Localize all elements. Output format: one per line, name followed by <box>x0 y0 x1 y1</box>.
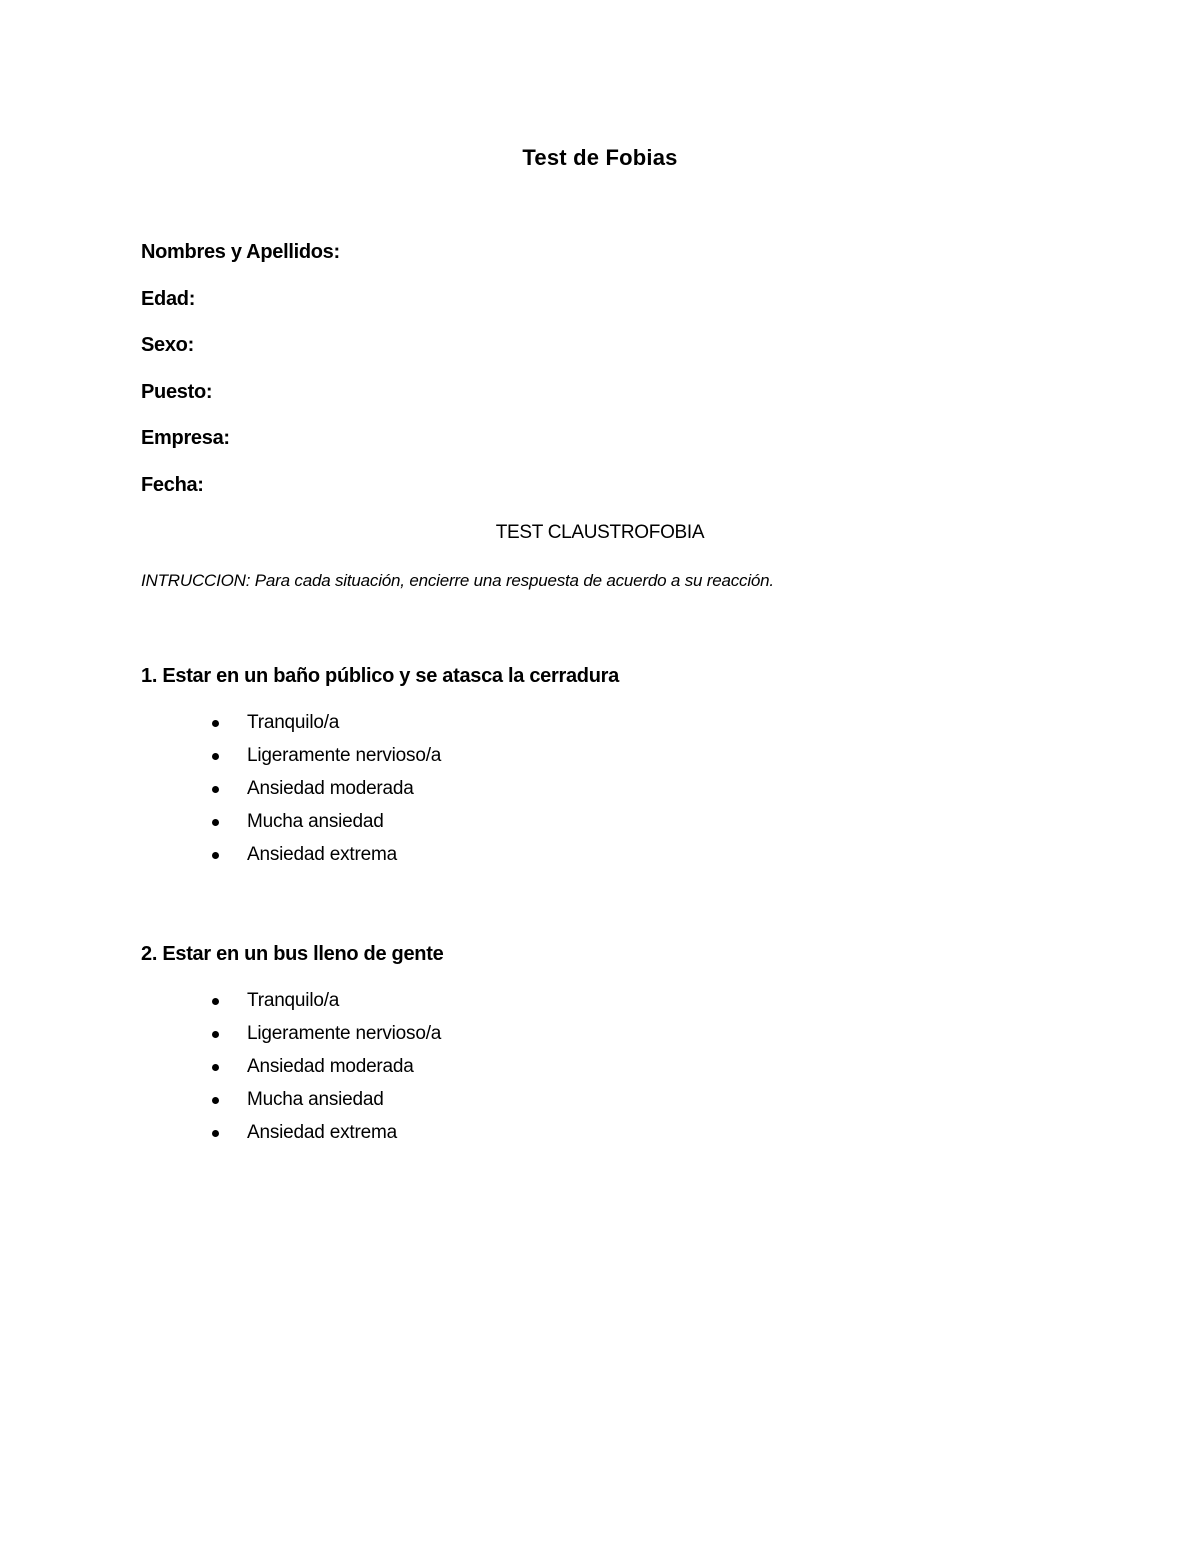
field-label-age: Edad: <box>141 287 196 310</box>
option-label: Ansiedad moderada <box>247 778 414 799</box>
option-label: Ligeramente nervioso/a <box>247 1023 442 1044</box>
answer-options <box>141 989 443 1154</box>
answer-option <box>141 843 619 876</box>
bullet-icon <box>212 753 219 760</box>
bullet-icon <box>212 1097 219 1104</box>
option-label: Mucha ansiedad <box>247 1089 384 1110</box>
field-label-company: Empresa: <box>141 427 230 450</box>
document-title: Test de Fobias <box>522 145 678 170</box>
answer-option <box>141 744 619 777</box>
bullet-icon <box>212 998 219 1005</box>
bullet-icon <box>212 786 219 793</box>
bullet-icon <box>212 819 219 826</box>
bullet-icon <box>212 1130 219 1137</box>
question-title: 1. Estar en un baño público y se atasca la cerradura <box>141 665 619 687</box>
answer-option <box>141 1088 443 1121</box>
answer-options <box>141 711 619 876</box>
field-label-sex: Sexo: <box>141 334 194 357</box>
section-title: TEST CLAUSTROFOBIA <box>495 522 705 543</box>
answer-option <box>141 810 619 843</box>
option-label: Ansiedad moderada <box>247 1056 414 1077</box>
bullet-icon <box>212 720 219 727</box>
option-label: Ansiedad extrema <box>247 1122 397 1143</box>
personal-data-fields <box>141 238 340 518</box>
answer-option <box>141 777 619 810</box>
question-2 <box>141 940 443 1154</box>
option-label: Tranquilo/a <box>247 712 340 733</box>
question-title: 2. Estar en un bus lleno de gente <box>141 943 444 965</box>
option-label: Mucha ansiedad <box>247 811 384 832</box>
option-label: Ansiedad extrema <box>247 844 397 865</box>
answer-option <box>141 1022 443 1055</box>
question-1 <box>141 662 619 876</box>
option-label: Tranquilo/a <box>247 990 340 1011</box>
answer-option <box>141 989 443 1022</box>
answer-option <box>141 1121 443 1154</box>
instruction-text: INTRUCCION: Para cada situación, encierre una respuesta de acuerdo a su reacción. <box>141 571 774 590</box>
bullet-icon <box>212 1064 219 1071</box>
field-label-date: Fecha: <box>141 473 204 496</box>
bullet-icon <box>212 852 219 859</box>
option-label: Ligeramente nervioso/a <box>247 745 442 766</box>
answer-option <box>141 1055 443 1088</box>
bullet-icon <box>212 1031 219 1038</box>
field-label-name: Nombres y Apellidos: <box>141 241 340 263</box>
field-label-position: Puesto: <box>141 380 213 403</box>
answer-option <box>141 711 619 744</box>
